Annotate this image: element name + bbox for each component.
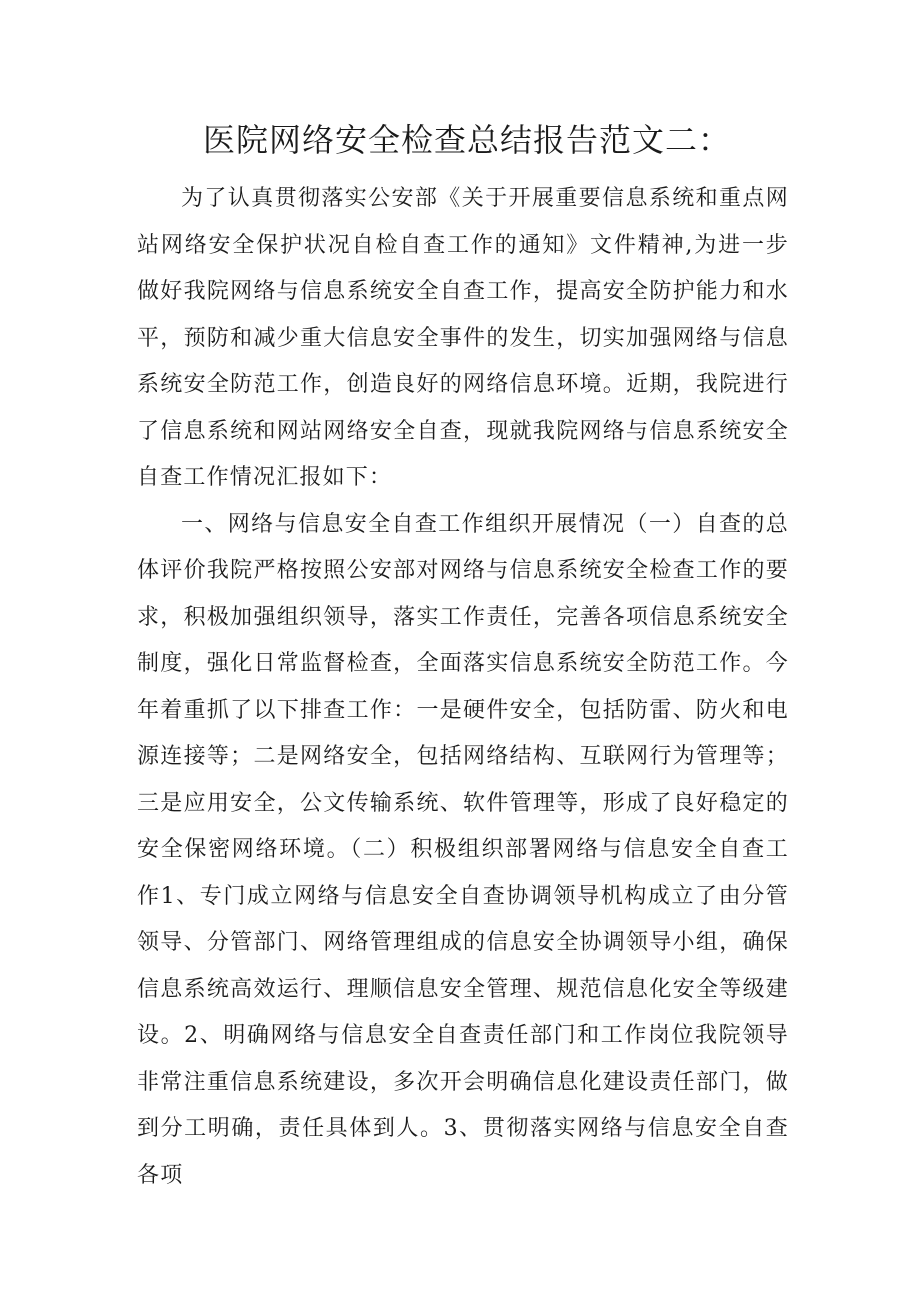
paragraph-intro: 为了认真贯彻落实公安部《关于开展重要信息系统和重点网站网络安全保护状况自检自查工作的通知》文件精神,为进一步做好我院网络与信息系统安全自查工作，提高安全防护能力和水平，预防和减少重大信息安全事件的发生，切实加强网络与信息系统安全防范工作，创造良好的网络信息环境。近期，我院进行了信息系统和网站网络安全自查，现就我院网络与信息系统安全自查工作情况汇报如下：: [137, 186, 789, 490]
document-page: [137, 120, 789, 1199]
document-title: 医院网络安全检查总结报告范文二：: [202, 121, 731, 159]
paragraph-self-inspection: 一、网络与信息安全自查工作组织开展情况（一）自查的总体评价我院严格按照公安部对网络与信息系统安全检查工作的要求，积极加强组织领导，落实工作责任，完善各项信息系统安全制度，强化日常监督检查，全面落实信息系统安全防范工作。今年着重抓了以下排查工作：一是硬件安全，包括防雷、防火和电源连接等；二是网络安全，包括网络结构、互联网行为管理等；三是应用安全，公文传输系统、软件管理等，形成了良好稳定的安全保密网络环境。（二）积极组织部署网络与信息安全自查工作1、专门成立网络与信息安全自查协调领导机构成立了由分管领导、分管部门、网络管理组成的信息安全协调领导小组，确保信息系统高效运行、理顺信息安全管理、规范信息化安全等级建设。2、明确网络与信息安全自查责任部门和工作岗位我院领导非常注重信息系统建设，多次开会明确信息化建设责任部门，做到分工明确，责任具体到人。3、贯彻落实网络与信息安全自查各项: [137, 511, 789, 1188]
